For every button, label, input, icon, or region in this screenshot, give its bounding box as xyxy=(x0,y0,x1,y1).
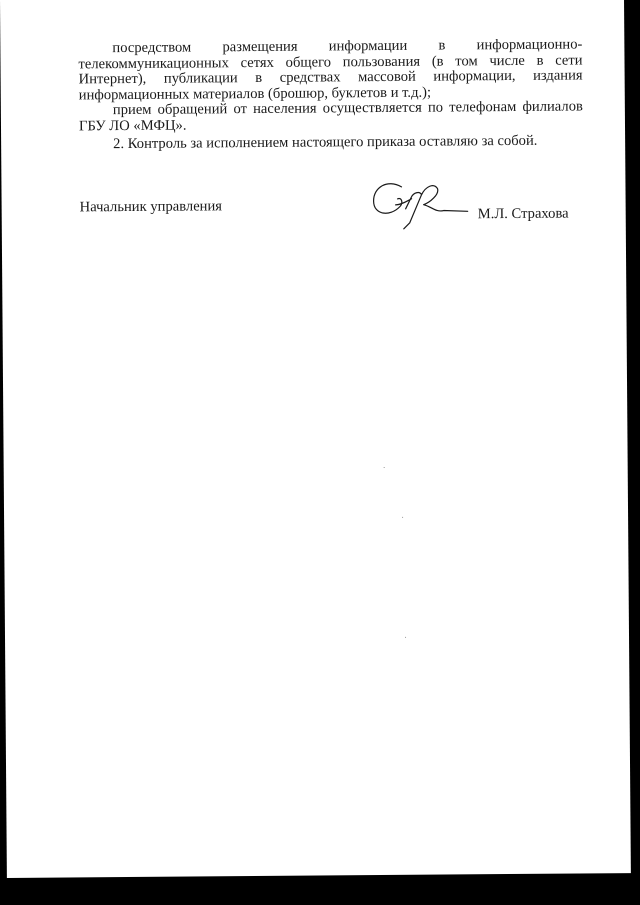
paragraph-publication-methods: посредством размещения информации в информационно-телекоммуникационных сетях общего пользования (в том числе в сети Интернет), публикации в средствах массовой информации, издания информационных материалов (брошюр, буклетов и т.д.); xyxy=(78,36,583,103)
handwritten-signature xyxy=(365,174,469,233)
document-body xyxy=(78,37,583,152)
scan-speck xyxy=(402,517,403,518)
signatory-name: М.Л. Страхова xyxy=(477,205,569,223)
paragraph-phone-requests: прием обращений от населения осуществляется по телефонам филиалов ГБУ ЛО «МФЦ». xyxy=(78,98,583,134)
scan-speck xyxy=(384,467,385,468)
scan-speck xyxy=(405,637,406,638)
paragraph-control: 2. Контроль за исполнением настоящего приказа оставляю за собой. xyxy=(113,132,538,153)
signatory-title: Начальник управления xyxy=(79,198,223,216)
